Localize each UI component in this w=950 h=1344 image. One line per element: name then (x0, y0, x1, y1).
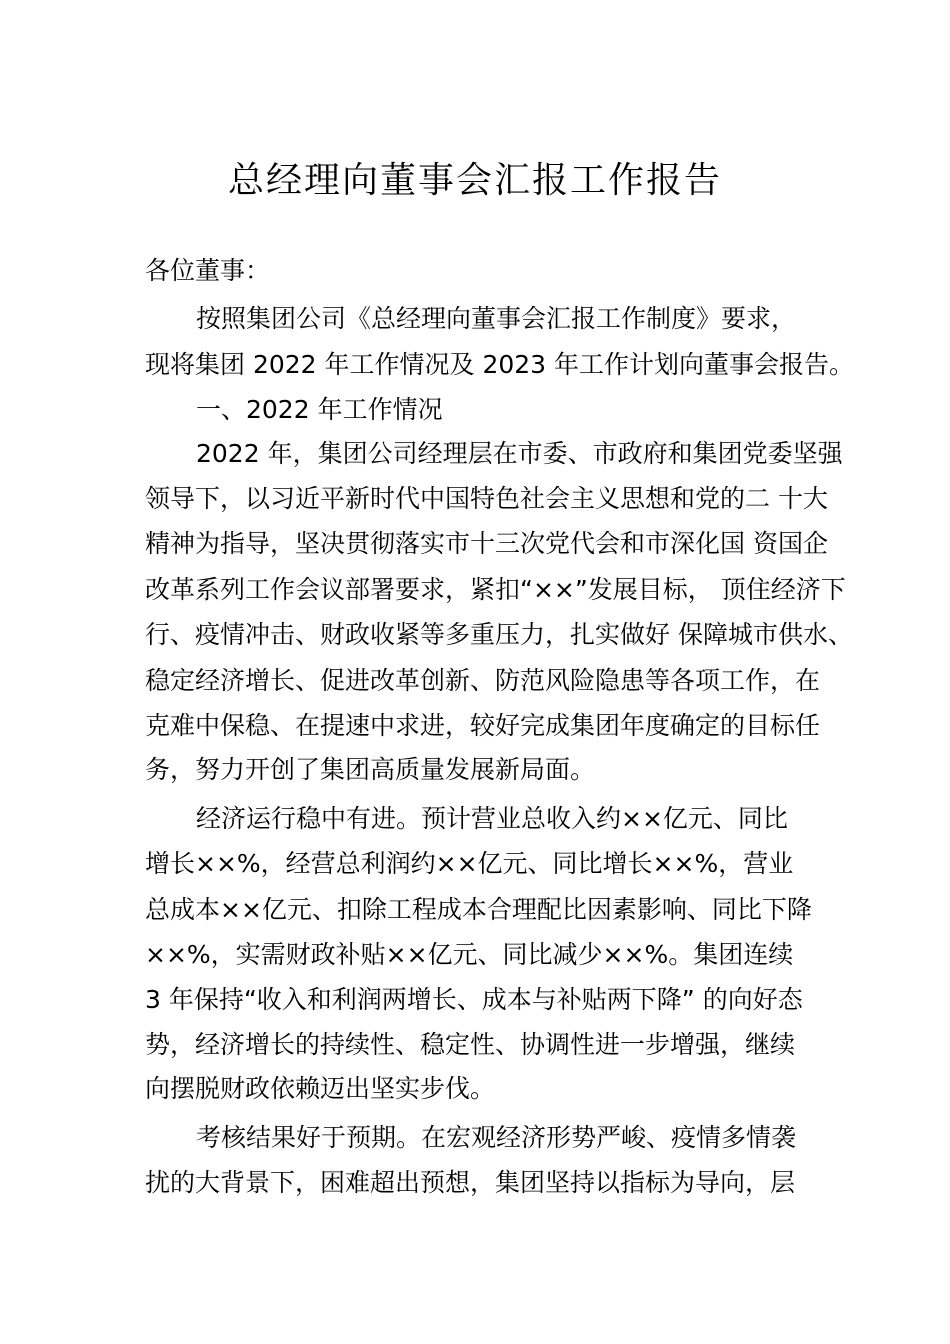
paragraph-line: 3 年保持“收入和利润两增长、成本与补贴两下降” 的向好态 (145, 985, 803, 1014)
paragraph-line: 改革系列工作会议部署要求，紧扣“××”发展目标， 顶住经济下 (145, 575, 846, 604)
paragraph-line: 总成本××亿元、扣除工程成本合理配比因素影响、同比下降 (145, 895, 812, 924)
paragraph-line: 精神为指导，坚决贯彻落实市十三次党代会和市深化国 资国企 (145, 529, 828, 558)
paragraph-line: 势，经济增长的持续性、稳定性、协调性进一步增强，继续 (145, 1030, 796, 1059)
paragraph-line: ××%，实需财政补贴××亿元、同比减少××%。集团连续 (145, 940, 794, 969)
paragraph-line: 向摆脱财政依赖迈出坚实步伐。 (145, 1074, 496, 1103)
paragraph-line: 现将集团 2022 年工作情况及 2023 年工作计划向董事会报告。 (145, 350, 855, 379)
paragraph-line: 经济运行稳中有进。预计营业总收入约××亿元、同比 (196, 804, 788, 833)
paragraph-line: 领导下，以习近平新时代中国特色社会主义思想和党的二 十大 (145, 484, 828, 513)
section-heading: 一、2022 年工作情况 (196, 395, 443, 424)
paragraph-line: 考核结果好于预期。在宏观经济形势严峻、疫情多情袭 (196, 1123, 797, 1152)
paragraph-line: 务，努力开创了集团高质量发展新局面。 (145, 755, 596, 784)
salutation: 各位董事： (145, 256, 271, 285)
paragraph-line: 行、疫情冲击、财政收紧等多重压力，扎实做好 保障城市供水、 (145, 620, 853, 649)
paragraph-line: 扰的大背景下，困难超出预想，集团坚持以指标为导向，层 (145, 1168, 796, 1197)
paragraph-line: 增长××%，经营总利润约××亿元、同比增长××%，营业 (145, 849, 794, 878)
document-title: 总经理向董事会汇报工作报告 (227, 160, 722, 201)
paragraph-line: 稳定经济增长、促进改革创新、防范风险隐患等各项工作，在 (145, 666, 821, 695)
paragraph-line: 2022 年，集团公司经理层在市委、市政府和集团党委坚强 (196, 439, 843, 468)
paragraph-line: 克难中保稳、在提速中求进，较好完成集团年度确定的目标任 (145, 711, 821, 740)
paragraph-line: 按照集团公司《总经理向董事会汇报工作制度》要求， (196, 304, 797, 333)
